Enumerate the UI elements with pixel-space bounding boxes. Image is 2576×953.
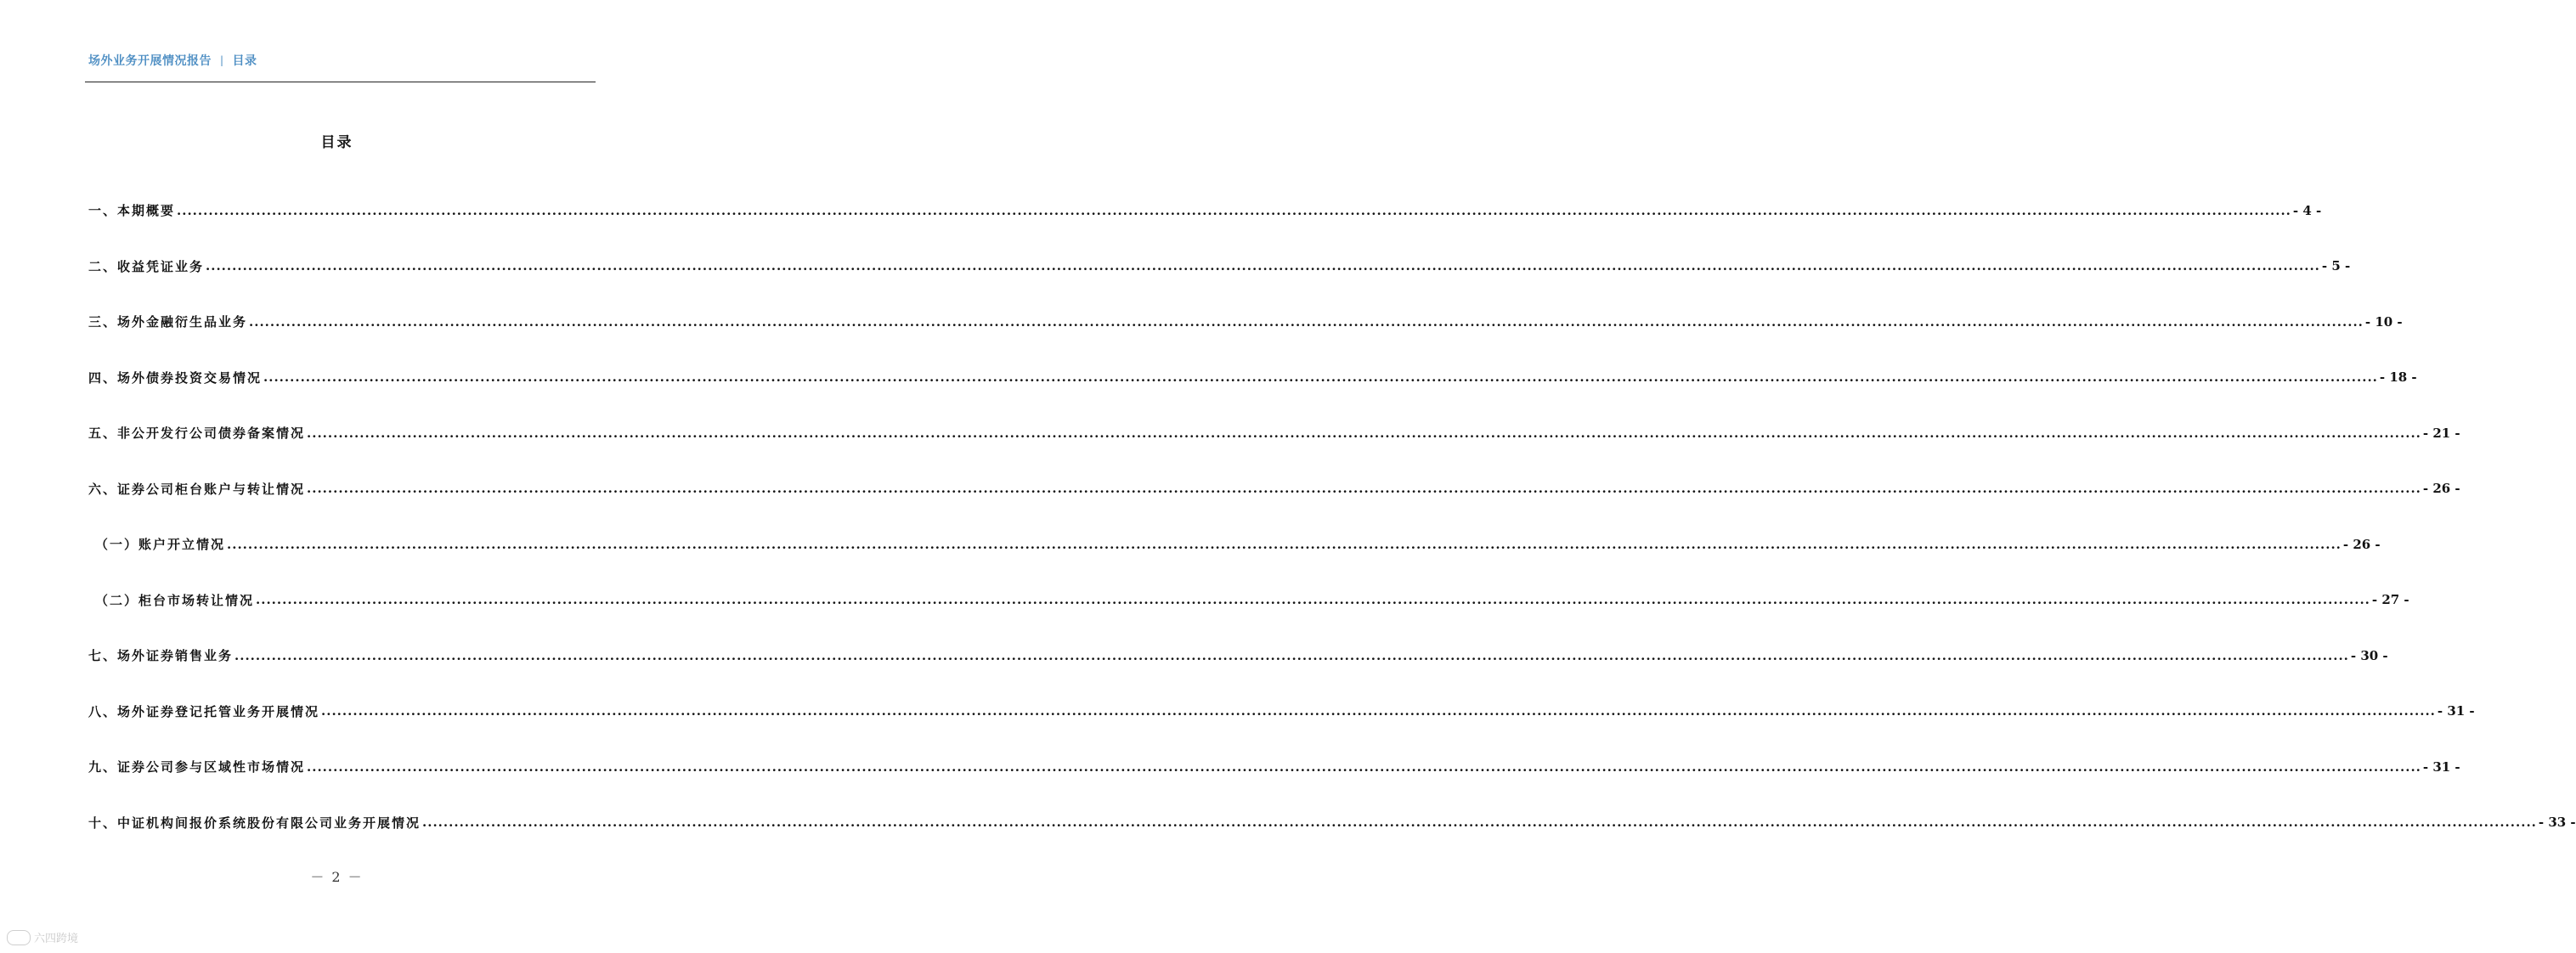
toc-entry[interactable]: [88, 239, 2351, 295]
toc-entry[interactable]: [88, 461, 2460, 517]
toc-entry-label: （二）柜台市场转让情况: [95, 592, 255, 608]
watermark-text: 六四跨境: [34, 933, 79, 945]
toc-entry-page: - 27 -: [2371, 592, 2409, 608]
toc-entry-page: - 10 -: [2364, 313, 2403, 330]
toc-entry[interactable]: [88, 405, 2460, 461]
toc-entry-label: 三、场外金融衍生品业务: [88, 314, 248, 330]
toc-entry-label: 十、中证机构间报价系统股份有限公司业务开展情况: [88, 815, 421, 831]
toc-entry[interactable]: [88, 350, 2417, 406]
header-section: 目录: [232, 54, 257, 68]
toc-leader-dots: ................................................................................................................................................................................................................................................................................................................................................................................................................: [307, 758, 2421, 775]
toc-entry[interactable]: [88, 516, 2381, 572]
toc-leader-dots: ................................................................................................................................................................................................................................................................................................................................................................................................................: [321, 703, 2436, 719]
toc-entry-page: - 26 -: [2422, 481, 2460, 497]
page-number: － 2 －: [310, 869, 364, 885]
toc-entry[interactable]: [88, 628, 2388, 684]
toc-entry-page: - 30 -: [2350, 647, 2388, 663]
toc-entry[interactable]: [88, 294, 2403, 350]
toc-leader-dots: ................................................................................................................................................................................................................................................................................................................................................................................................................: [307, 425, 2421, 441]
toc-leader-dots: ................................................................................................................................................................................................................................................................................................................................................................................................................: [206, 258, 2320, 274]
toc-entry-label: （一）账户开立情况: [95, 537, 226, 553]
toc-leader-dots: ................................................................................................................................................................................................................................................................................................................................................................................................................: [307, 481, 2421, 497]
toc-entry-label: 八、场外证券登记托管业务开展情况: [88, 703, 320, 719]
toc-entry-page: - 5 -: [2321, 258, 2351, 274]
header-title: 场外业务开展情况报告: [88, 54, 212, 68]
toc-entry[interactable]: [88, 572, 2409, 629]
watermark-logo-icon: [7, 930, 31, 945]
toc-entry-page: - 31 -: [2422, 758, 2460, 775]
toc-leader-dots: ................................................................................................................................................................................................................................................................................................................................................................................................................: [177, 202, 2291, 218]
toc-entry-page: - 31 -: [2437, 703, 2475, 719]
toc-leader-dots: ................................................................................................................................................................................................................................................................................................................................................................................................................: [249, 313, 2364, 330]
toc-title: 目录: [320, 134, 353, 151]
toc-entry-page: - 21 -: [2422, 425, 2460, 441]
watermark: [7, 929, 78, 945]
running-header: [88, 51, 257, 70]
toc-entry[interactable]: [88, 795, 2576, 851]
toc-entry-page: - 26 -: [2342, 536, 2381, 552]
toc-entry-label: 二、收益凭证业务: [88, 258, 205, 274]
header-separator: |: [220, 54, 224, 66]
toc-entry[interactable]: [88, 183, 2322, 239]
toc-entry-label: 七、场外证券销售业务: [88, 648, 234, 664]
toc-entry[interactable]: [88, 739, 2460, 795]
toc-entry-label: 一、本期概要: [88, 203, 176, 219]
toc-leader-dots: ................................................................................................................................................................................................................................................................................................................................................................................................................: [234, 647, 2349, 663]
toc-list: [88, 183, 2576, 850]
toc-leader-dots: ................................................................................................................................................................................................................................................................................................................................................................................................................: [263, 369, 2378, 386]
toc-leader-dots: ................................................................................................................................................................................................................................................................................................................................................................................................................: [227, 536, 2342, 552]
toc-leader-dots: ................................................................................................................................................................................................................................................................................................................................................................................................................: [422, 815, 2537, 831]
toc-entry-page: - 18 -: [2379, 369, 2417, 386]
toc-entry-page: - 4 -: [2292, 202, 2322, 218]
toc-entry-label: 九、证券公司参与区域性市场情况: [88, 759, 306, 775]
toc-entry[interactable]: [88, 684, 2475, 740]
toc-leader-dots: ................................................................................................................................................................................................................................................................................................................................................................................................................: [256, 592, 2370, 608]
toc-entry-label: 五、非公开发行公司债券备案情况: [88, 426, 306, 442]
toc-entry-page: - 33 -: [2538, 815, 2576, 831]
toc-entry-label: 六、证券公司柜台账户与转让情况: [88, 481, 306, 497]
toc-entry-label: 四、场外债券投资交易情况: [88, 369, 263, 386]
